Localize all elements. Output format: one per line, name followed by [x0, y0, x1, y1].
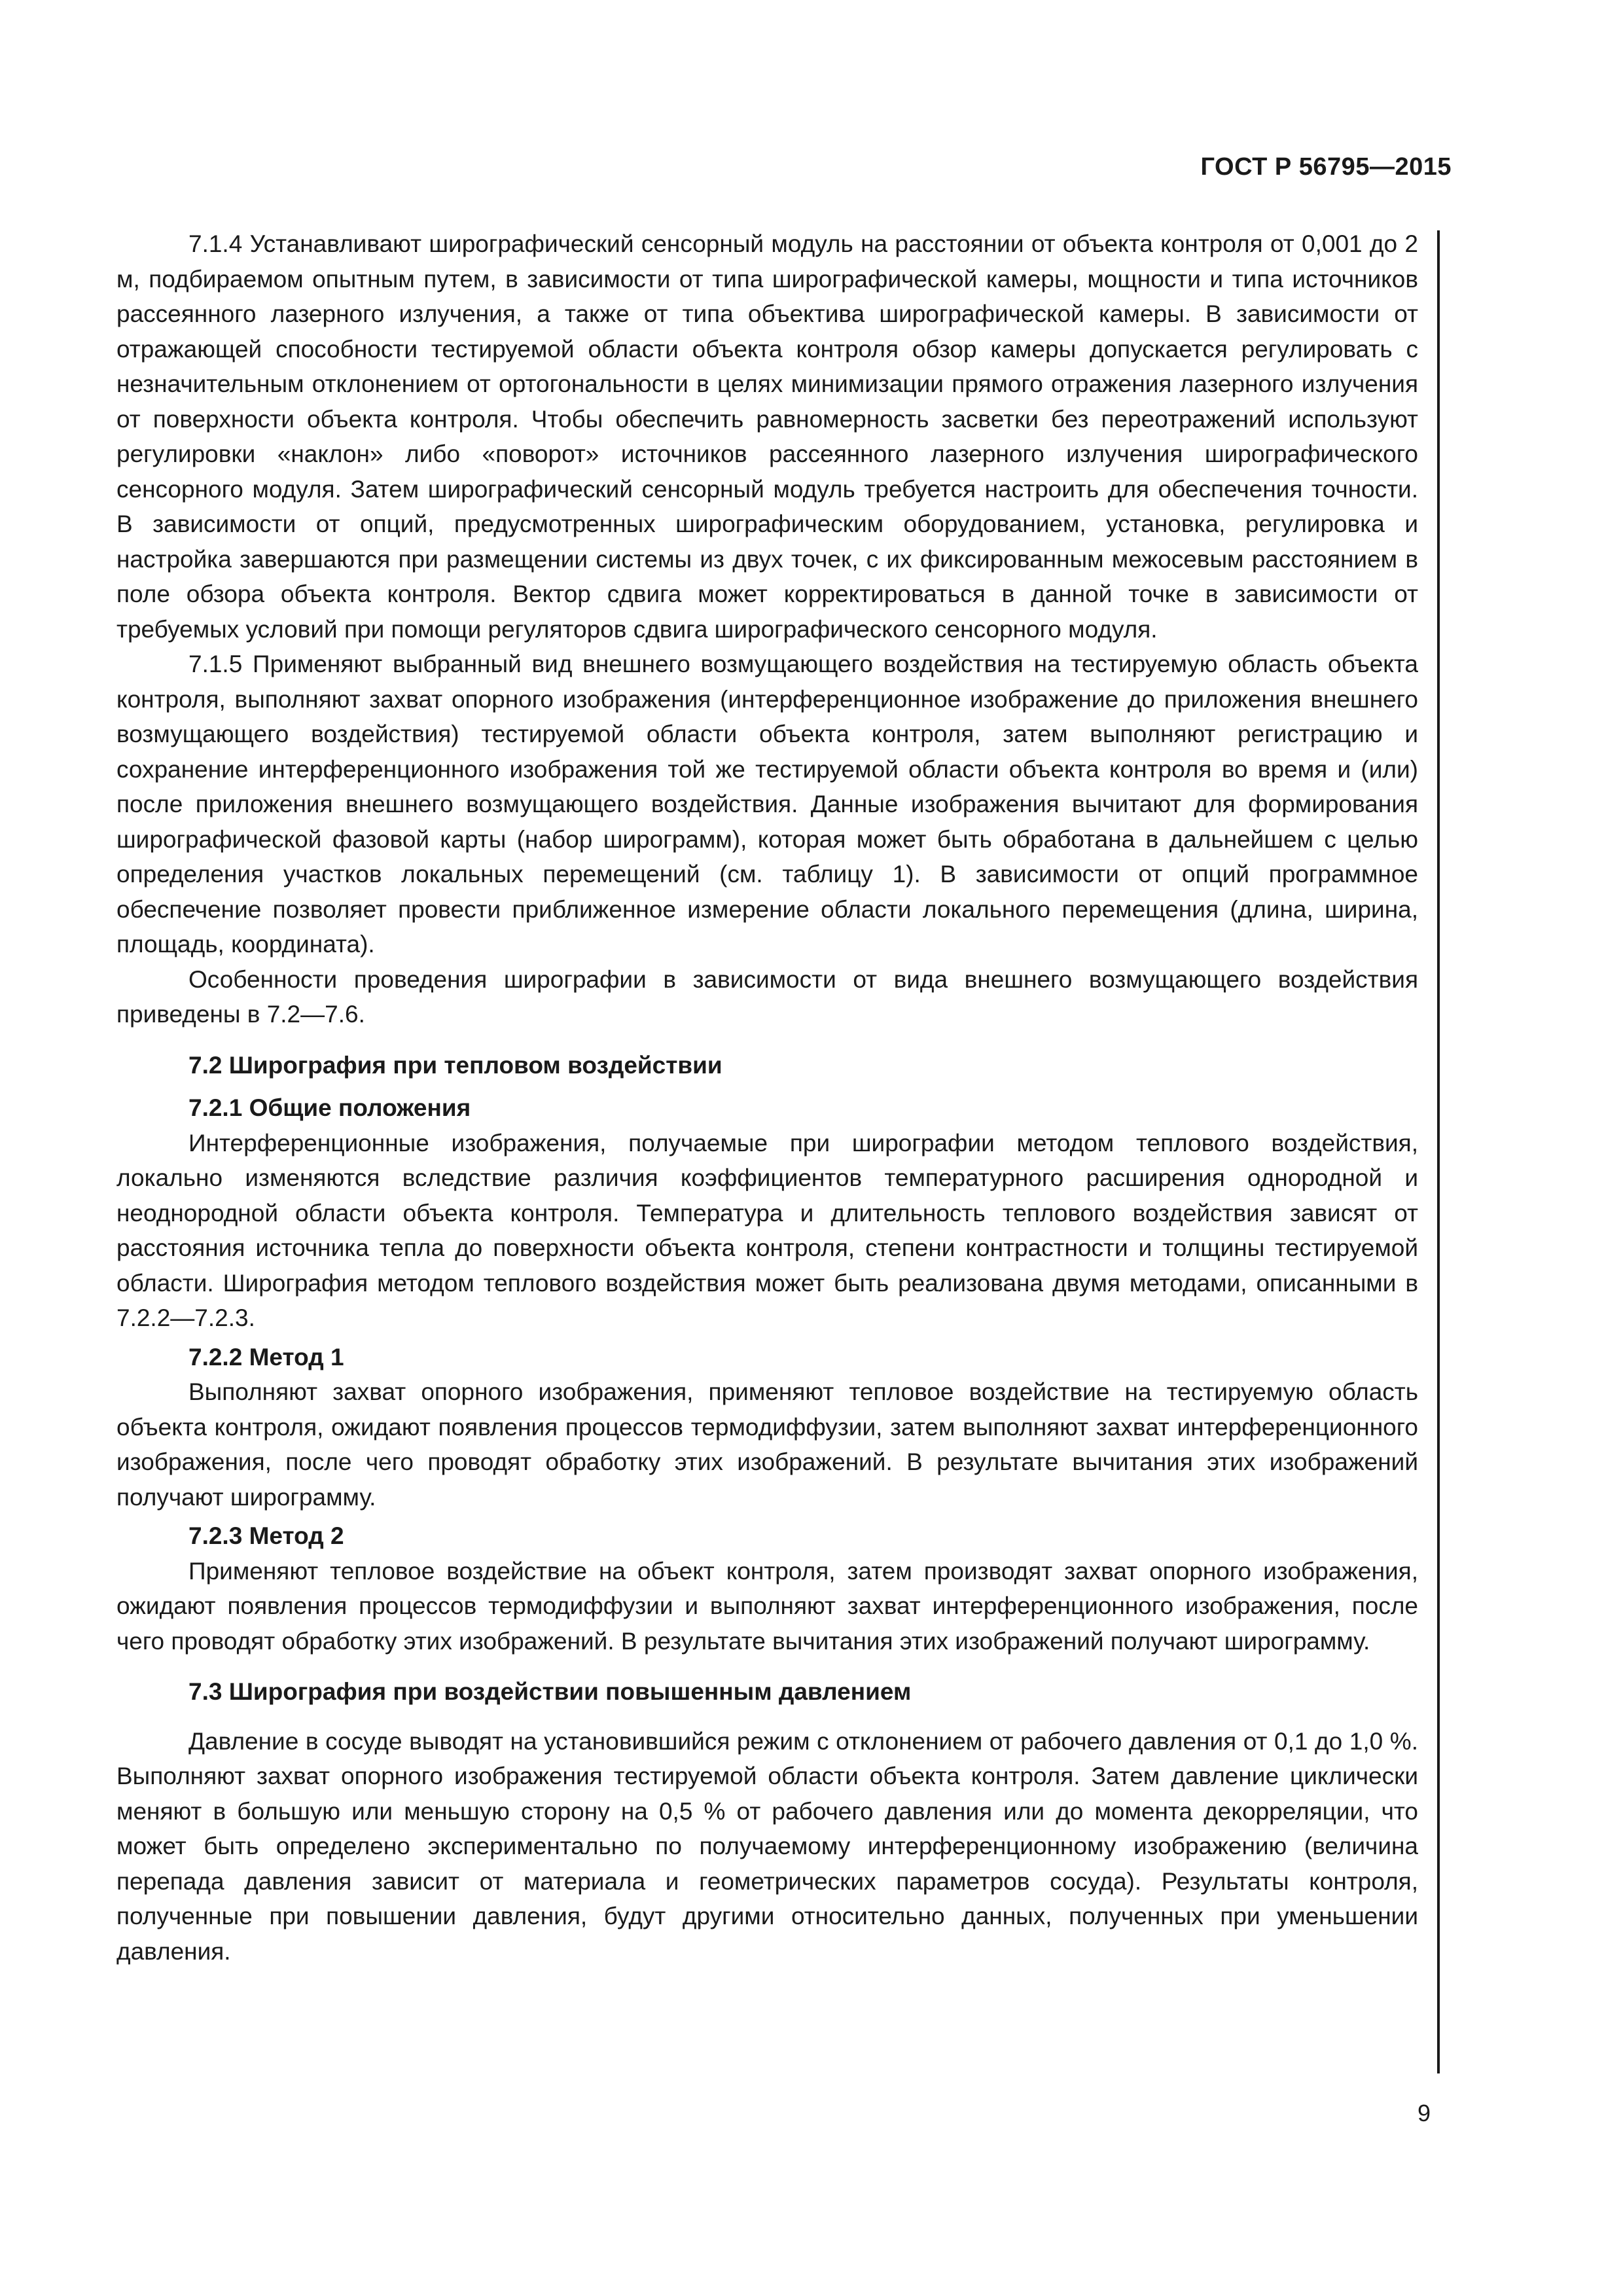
paragraph-features: Особенности проведения ширографии в зависимости от вида внешнего возмущающего воздействия приведены в 7.2—7.6. — [116, 965, 1418, 1028]
heading-7-2-3: 7.2.3 Метод 2 — [188, 1522, 344, 1549]
heading-7-2-2: 7.2.2 Метод 1 — [188, 1343, 344, 1371]
paragraph-7-1-5: 7.1.5 Применяют выбранный вид внешнего возмущающего воздействия на тестируемую область объекта контроля, выполняют захват опорного изображения (интерференционное изображение до приложения внешнего возмущающего воздействия) тестируемой области объекта контроля, затем выполняют регистрацию и сохранение интерференционного изображения той же тестируемой области объекта контроля во время и (или) после приложения внешнего возмущающего воздействия. Данные изображения вычитают для формирования ширографической фазовой карты (набор широграмм), которая может быть обработана в дальнейшем с целью определения участков локальных перемещений (см. таблицу 1). В зависимости от опций программное обеспечение позволяет провести приближенное измерение области локального перемещения (длина, ширина, площадь, координата). — [116, 651, 1418, 958]
paragraph-7-2-3: Применяют тепловое воздействие на объект контроля, затем производят захват опорного изображения, ожидают появления процессов термодиффузии и выполняют захват интерференционного изображения, после чего проводят обработку этих изображений. В результате вычитания этих изображений получают широграмму. — [116, 1557, 1418, 1655]
page-content — [116, 226, 1418, 1969]
heading-7-2-1: 7.2.1 Общие положения — [188, 1094, 471, 1121]
document-code: ГОСТ Р 56795—2015 — [1200, 153, 1452, 181]
paragraph-7-2-1: Интерференционные изображения, получаемые при ширографии методом теплового воздействия, локально изменяются вследствие различия коэффициентов температурного расширения однородной и неоднородной области объекта контроля. Температура и длительность теплового воздействия зависят от расстояния источника тепла до поверхности объекта контроля, степени контрастности и толщины тестируемой области. Ширография методом теплового воздействия может быть реализована двумя методами, описанными в 7.2.2—7.2.3. — [116, 1129, 1418, 1331]
heading-7-2: 7.2 Ширография при тепловом воздействии — [188, 1051, 722, 1079]
paragraph-7-1-4: 7.1.4 Устанавливают ширографический сенсорный модуль на расстоянии от объекта контроля от 0,001 до 2 м, подбираемом опытным путем, в зависимости от типа ширографической камеры, мощности и типа источников рассеянного лазерного излучения, а также от типа объектива ширографической камеры. В зависимости от отражающей способности тестируемой области объекта контроля обзор камеры допускается регулировать с незначительным отклонением от ортогональности в целях минимизации прямого отражения лазерного излучения от поверхности объекта контроля. Чтобы обеспечить равномерность засветки без переотражений используют регулировки «наклон» либо «поворот» источников рассеянного лазерного излучения ширографического сенсорного модуля. Затем ширографический сенсорный модуль требуется настроить для обеспечения точности. В зависимости от опций, предусмотренных ширографическим оборудованием, установка, регулировка и настройка завершаются при размещении системы из двух точек, с их фиксированным межосевым расстоянием в поле обзора объекта контроля. Вектор сдвига может корректироваться в данной точке в зависимости от требуемых условий при помощи регуляторов сдвига ширографического сенсорного модуля. — [116, 230, 1418, 643]
page-number: 9 — [1418, 2100, 1431, 2126]
paragraph-7-3: Давление в сосуде выводят на установившийся режим с отклонением от рабочего давления от 0,1 до 1,0 %. Выполняют захват опорного изображения тестируемой области объекта контроля. Затем давление циклически меняют в большую или меньшую сторону на 0,5 % от рабочего давления или до момента декорреляции, что может быть определено экспериментально по получаемому интерференционному изображению (величина перепада давления зависит от материала и геометрических параметров сосуда). Результаты контроля, полученные при повышении давления, будут другими относительно данных, полученных при уменьшении давления. — [116, 1727, 1418, 1965]
heading-7-3: 7.3 Ширография при воздействии повышенным давлением — [188, 1678, 912, 1705]
revision-bar — [1437, 230, 1440, 2073]
paragraph-7-2-2: Выполняют захват опорного изображения, применяют тепловое воздействие на тестируемую область объекта контроля, ожидают появления процессов термодиффузии, затем выполняют захват интерференционного изображения, после чего проводят обработку этих изображений. В результате вычитания этих изображений получают широграмму. — [116, 1378, 1418, 1511]
